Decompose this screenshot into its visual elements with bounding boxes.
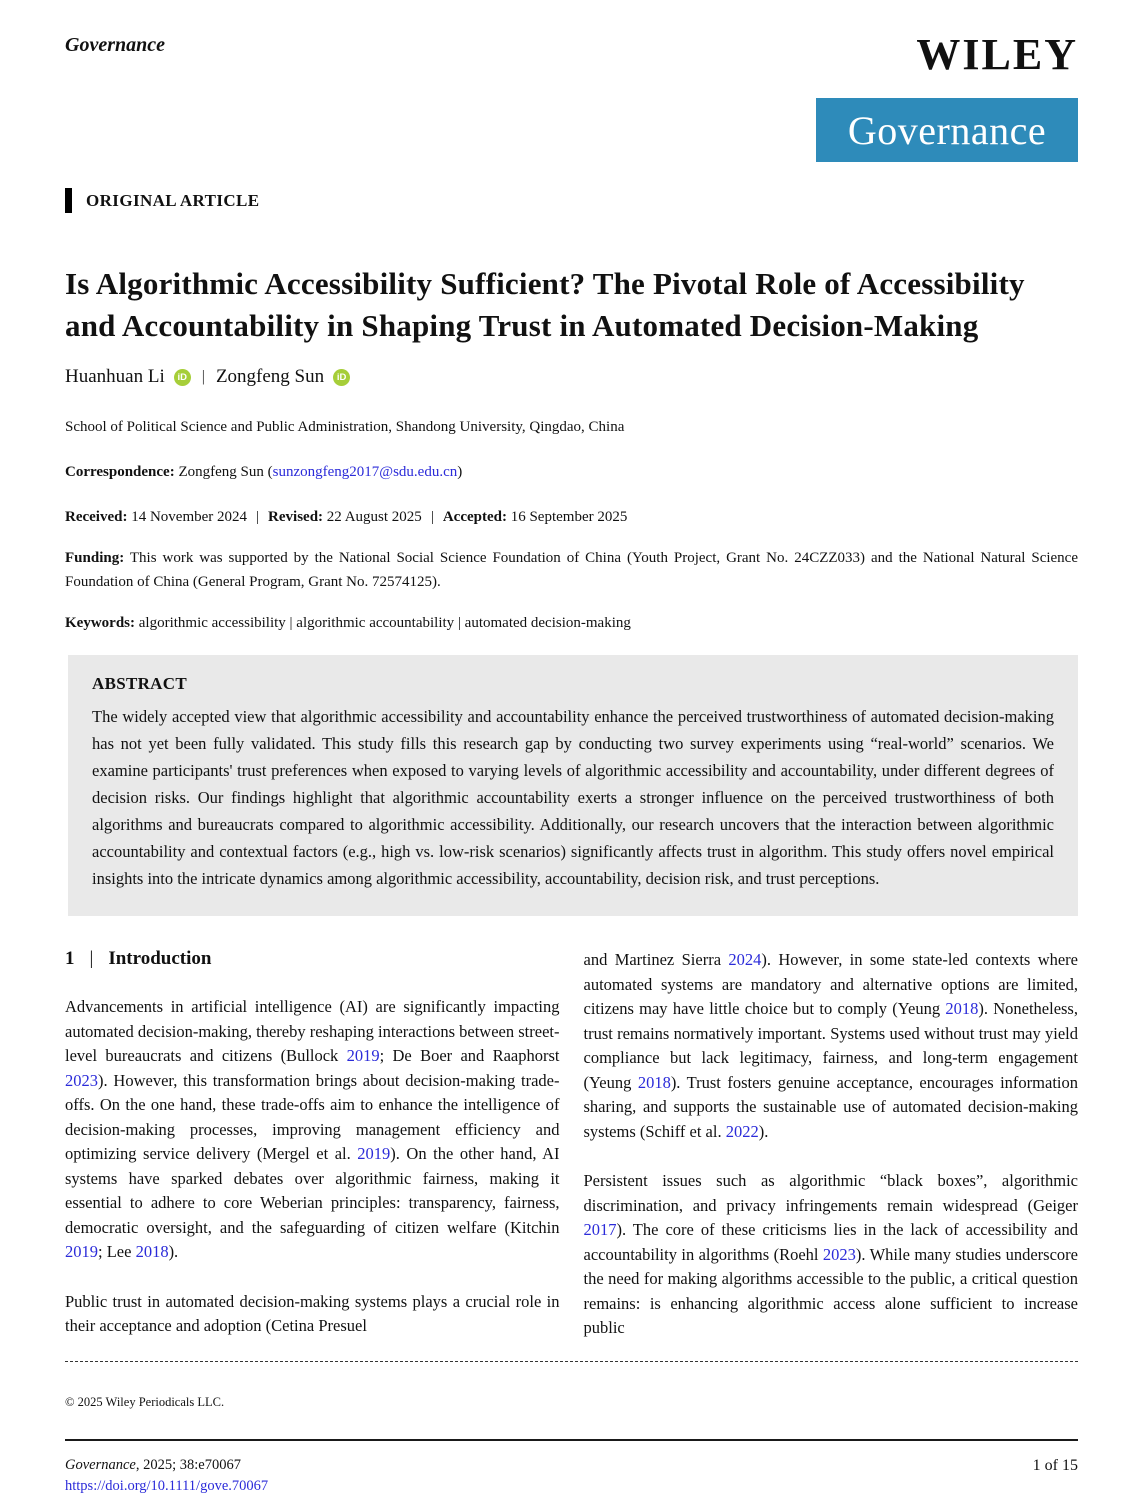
text-segment: ). On the other hand, AI systems have sparked debates over algorithmic fairness, making it essential to adhere to core Weberian principles: transparency, fairness, democratic oversight, and the safeguarding of citizen welfare (Kitchin — [65, 1144, 560, 1237]
citation-year-link[interactable]: 2018 — [945, 999, 979, 1018]
text-segment: ). While many studies underscore the need for making algorithms accessible to the public, a critical question remains: is enhancing algorithmic access alone sufficient to increase public — [583, 1244, 1078, 1337]
citation-year-link[interactable]: 2019 — [346, 1046, 380, 1065]
accepted-date: 16 September 2025 — [510, 509, 628, 525]
text-segment: ). However, this transformation brings about decision-making trade-offs. On the one hand, these trade-offs aim to enhance the intelligence of decision-making processes, improving management efficiency and optimizing service delivery (Mergel et al. — [65, 1070, 560, 1163]
date-separator: | — [256, 509, 260, 525]
keywords-line — [65, 611, 1078, 635]
footer-doi-link[interactable]: https://doi.org/10.1111/gove.70067 — [65, 1478, 269, 1494]
revised-label: Revised: — [268, 509, 324, 525]
text-segment: ). Trust fosters genuine acceptance, encourages information sharing, and supports the sustainable use of automated decision-making systems (Schiff et al. — [583, 1072, 1078, 1141]
text-segment: Zongfeng Sun ( — [174, 464, 273, 480]
section-separator: | — [89, 948, 94, 969]
publisher-brand — [816, 30, 1078, 162]
right-column — [584, 948, 1079, 1341]
citation-year-link[interactable]: 2018 — [637, 1072, 671, 1092]
journal-badge: Governance — [816, 98, 1078, 162]
funding-text: This work was supported by the National Social Science Foundation of China (Youth Project, Grant No. 24CZZ033) and the National Natural Science Foundation of China (General Program, Grant No. 72574125). — [65, 550, 1078, 590]
text-segment: ). The core of these criticisms lies in the lack of accessibility and accountability in algorithms (Roehl — [583, 1220, 1078, 1264]
journal-name: Governance — [65, 34, 165, 56]
citation-year-link[interactable]: 2017 — [583, 1220, 617, 1239]
citation-year-link[interactable]: 2023 — [822, 1244, 856, 1264]
article-type-bar — [65, 188, 72, 213]
page-number: 1 of 15 — [1032, 1457, 1078, 1474]
text-segment: ). — [758, 1121, 769, 1141]
body-paragraph — [584, 1169, 1079, 1341]
author-name: Zongfeng Sun — [215, 366, 325, 387]
date-separator: | — [430, 509, 434, 525]
text-segment: ). — [168, 1242, 179, 1261]
orcid-icon[interactable]: iD — [333, 369, 350, 386]
copyright-text: © 2025 Wiley Periodicals LLC. — [65, 1395, 225, 1409]
received-label: Received: — [65, 509, 128, 525]
citation-year-link[interactable]: 2019 — [65, 1242, 98, 1261]
footer-journal-name: Governance — [65, 1457, 136, 1473]
citation-year-link[interactable]: 2023 — [65, 1070, 98, 1090]
footer-citation — [65, 1455, 268, 1497]
section-title: Introduction — [108, 948, 212, 969]
body-paragraph — [65, 1290, 560, 1339]
footer-row — [65, 1455, 1078, 1497]
correspondence-label: Correspondence: — [65, 464, 175, 480]
body-paragraph — [65, 995, 560, 1265]
citation-year-link[interactable]: 2022 — [725, 1121, 759, 1141]
abstract-box — [68, 655, 1078, 916]
text-segment: ). Nonetheless, trust remains normatively important. Systems used without trust may yield compliance but lack legitimacy, fairness, and long-term engagement (Yeung — [583, 999, 1078, 1092]
masthead — [65, 30, 1078, 162]
author-line — [65, 366, 1078, 388]
citation-year-link[interactable]: 2019 — [357, 1144, 391, 1163]
citation-year-link[interactable]: 2018 — [135, 1242, 169, 1261]
text-segment: Public trust in automated decision-making systems plays a crucial role in their acceptance and adoption (Cetina Presuel — [65, 1291, 560, 1335]
accepted-label: Accepted: — [442, 509, 507, 525]
text-segment: ; De Boer and Raaphorst — [379, 1046, 560, 1065]
text-segment: ) — [457, 464, 463, 480]
text-segment: and Martinez Sierra — [583, 950, 729, 969]
correspondence-value — [175, 464, 463, 480]
correspondence-line — [65, 460, 1078, 484]
abstract-text: The widely accepted view that algorithmic accessibility and accountability enhance the perceived trustworthiness of automated decision-making has not yet been fully validated. This study fills this research gap by conducting two survey experiments using “real-world” scenarios. We examine participants' trust preferences when exposed to varying levels of algorithmic accessibility and accountability, under different degrees of decision risks. Our findings highlight that algorithmic accountability exerts a stronger influence on the perceived trustworthiness of both algorithms and bureaucrats compared to algorithmic accessibility. Additionally, our research uncovers that the interaction between algorithmic accountability and contextual factors (e.g., high vs. low-risk scenarios) significantly affects trust in algorithm. This study offers novel empirical insights into the intricate dynamics among algorithmic accessibility, accountability, decision risk, and trust perceptions. — [92, 707, 1054, 888]
orcid-icon[interactable]: iD — [174, 369, 191, 386]
wiley-logo: WILEY — [916, 30, 1078, 79]
received-line — [65, 505, 1078, 529]
text-segment: Persistent issues such as algorithmic “black boxes”, algorithmic discrimination, and privacy infringements remain widespread (Geiger — [583, 1171, 1078, 1215]
keywords-text: algorithmic accessibility | algorithmic accountability | automated decision-making — [135, 615, 631, 631]
citation-year-link[interactable]: 2024 — [728, 950, 762, 969]
footer-citation-line — [65, 1455, 268, 1476]
funding-line — [65, 546, 1078, 594]
author-separator: | — [201, 368, 205, 385]
affiliation: School of Political Science and Public Administration, Shandong University, Qingdao, China — [65, 419, 625, 435]
revised-date: 22 August 2025 — [326, 509, 422, 525]
funding-label: Funding: — [65, 550, 125, 566]
text-segment: ). However, in some state-led contexts where automated systems are mandatory and alternative options are limited, citizens may have little choice but to comply (Yeung — [583, 950, 1079, 1018]
footer-rule — [65, 1439, 1078, 1441]
left-column — [65, 948, 560, 1341]
author-name: Huanhuan Li — [65, 366, 165, 387]
correspondence-email-link[interactable]: sunzongfeng2017@sdu.edu.cn — [272, 464, 458, 480]
footer-citation-rest: , 2025; 38:e70067 — [135, 1457, 241, 1473]
page-title: Is Algorithmic Accessibility Sufficient? The Pivotal Role of Accessibility and Accountability in Shaping Trust in Automated Decision-Making — [65, 266, 1025, 343]
article-type-label: ORIGINAL ARTICLE — [86, 190, 260, 210]
article-type — [65, 188, 1078, 213]
section-heading — [65, 948, 560, 970]
section-number: 1 — [65, 948, 75, 969]
keywords-label: Keywords: — [65, 615, 135, 631]
page-footer — [65, 1361, 1078, 1497]
body-columns — [65, 948, 1078, 1341]
text-segment: Advancements in artificial intelligence (AI) are significantly impacting automated decision-making, thereby reshaping interactions between street-level bureaucrats and citizens (Bullock — [65, 997, 560, 1065]
abstract-heading: ABSTRACT — [92, 674, 187, 693]
body-paragraph — [584, 948, 1079, 1144]
text-segment: ; Lee — [98, 1242, 136, 1261]
received-date: 14 November 2024 — [131, 509, 248, 525]
dashed-divider — [65, 1361, 1078, 1362]
